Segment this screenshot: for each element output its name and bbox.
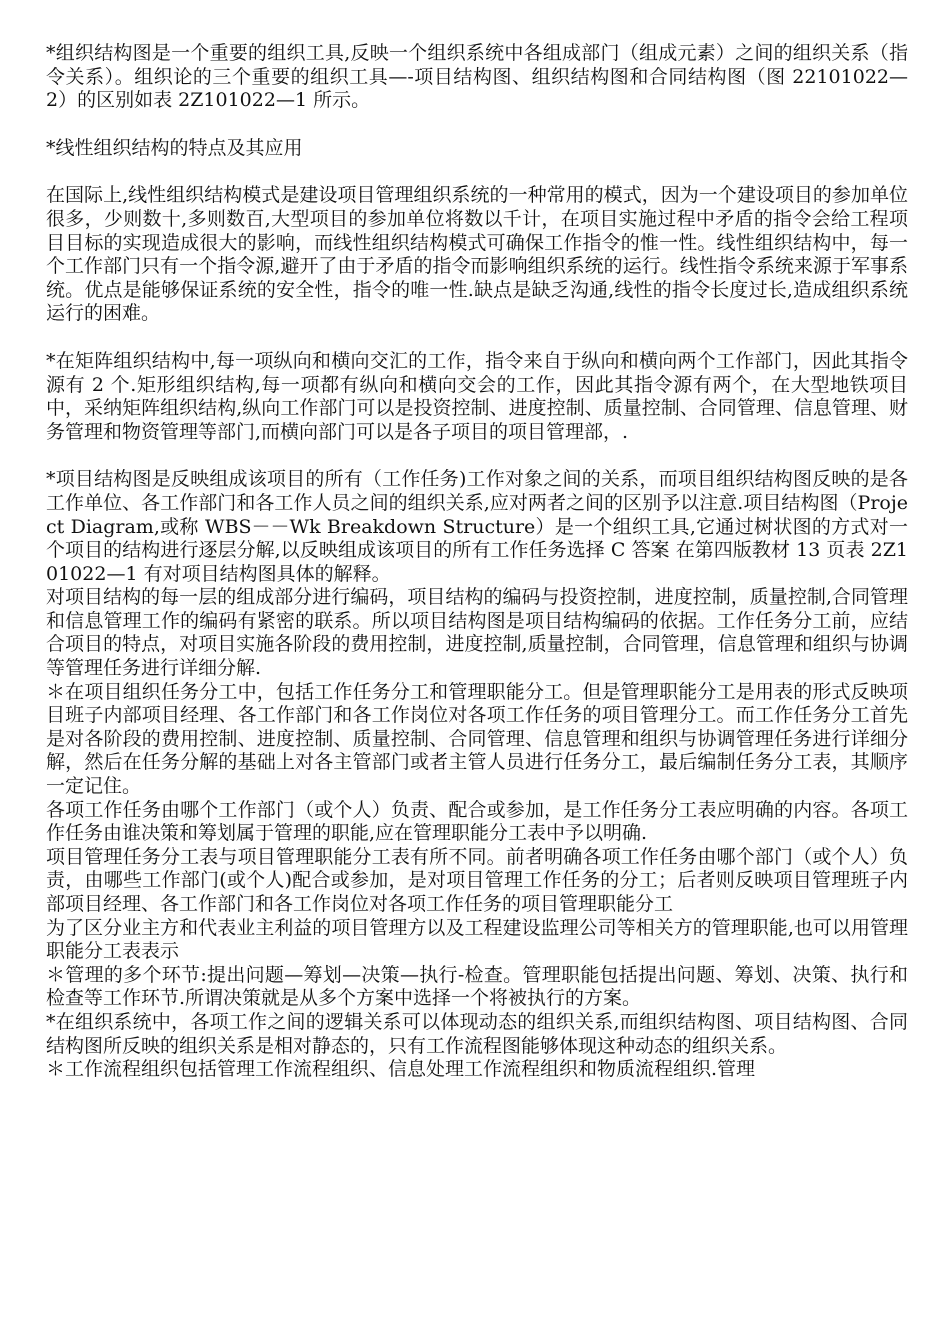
paragraph-management-stages: ＊管理的多个环节:提出问题—筹划—决策—执行-检查。管理职能包括提出问题、筹划、决策、执行和检查等工作环节.所谓决策就是从多个方案中选择一个将被执行的方案。 bbox=[46, 963, 908, 1010]
paragraph-owner-distinction: 为了区分业主方和代表业主利益的项目管理方以及工程建设监理公司等相关方的管理职能,也可以用管理职能分工表表示 bbox=[46, 916, 908, 963]
paragraph-linear-structure: 在国际上,线性组织结构模式是建设项目管理组织系统的一种常用的模式，因为一个建设项目的参加单位很多，少则数十,多则数百,大型项目的参加单位将数以千计，在项目实施过程中矛盾的指令会给工程项目目标的实现造成很大的影响，而线性组织结构模式可确保工作指令的惟一性。线性组织结构中，每一个工作部门只有一个指令源,避开了由于矛盾的指令而影响组织系统的运行。线性指令系统来源于军事系统。优点是能够保证系统的安全性，指令的唯一性.缺点是缺乏沟通,线性的指令长度过长,造成组织系统运行的困难。 bbox=[46, 184, 908, 325]
paragraph-task-division: ＊在项目组织任务分工中，包括工作任务分工和管理职能分工。但是管理职能分工是用表的形式反映项目班子内部项目经理、各工作部门和各工作岗位对各项工作任务的项目管理分工。而工作任务分工首先是对各阶段的费用控制、进度控制、质量控制、合同管理、信息管理和组织与协调管理任务进行详细分解，然后在任务分解的基础上对各主管部门或者主管人员进行任务分工，最后编制任务分工表，其顺序一定记住。 bbox=[46, 680, 908, 798]
document-body bbox=[46, 42, 908, 1082]
paragraph-dynamic-relations: *在组织系统中，各项工作之间的逻辑关系可以体现动态的组织关系,而组织结构图、项目结构图、合同结构图所反映的组织关系是相对静态的，只有工作流程图能够体现这种动态的组织关系。 bbox=[46, 1010, 908, 1057]
paragraph-matrix-structure: *在矩阵组织结构中,每一项纵向和横向交汇的工作，指令来自于纵向和横向两个工作部门，因此其指令源有 2 个.矩形组织结构,每一项都有纵向和横向交会的工作，因此其指令源有两个，在大型地铁项目中，采纳矩阵组织结构,纵向工作部门可以是投资控制、进度控制、质量控制、合同管理、信息管理、财务管理和物资管理等部门,而横向部门可以是各子项目的项目管理部，. bbox=[46, 349, 908, 443]
paragraph-project-structure-chart: *项目结构图是反映组成该项目的所有（工作任务)工作对象之间的关系，而项目组织结构图反映的是各工作单位、各工作部门和各工作人员之间的组织关系,应对两者之间的区别予以注意.项目结构图（Project Diagram,或称 WBS－－Wk Breakdown Structure）是一个组织工具,它通过树状图的方式对一个项目的结构进行逐层分解,以反映组成该项目的所有工作任务选择 C 答案 在第四版教材 13 页表 2Z101022—1 有对项目结构图具体的解释。 bbox=[46, 468, 908, 585]
paragraph-org-chart-intro: *组织结构图是一个重要的组织工具,反映一个组织系统中各组成部门（组成元素）之间的组织关系（指令关系）。组织论的三个重要的组织工具—-项目结构图、组织结构图和合同结构图（图 22101022—2）的区别如表 2Z101022—1 所示。 bbox=[46, 42, 908, 112]
paragraph-linear-heading: *线性组织结构的特点及其应用 bbox=[46, 136, 303, 159]
paragraph-task-vs-function-table: 项目管理任务分工表与项目管理职能分工表有所不同。前者明确各项工作任务由哪个部门（或个人）负责，由哪些工作部门(或个人)配合或参加，是对项目管理工作任务的分工；后者则反映项目管理班子内部项目经理、各工作部门和各工作岗位对各项工作任务的项目管理职能分工 bbox=[46, 845, 908, 915]
paragraph-workflow-organization: ＊工作流程组织包括管理工作流程组织、信息处理工作流程组织和物质流程组织.管理 bbox=[46, 1058, 756, 1081]
paragraph-task-responsibility: 各项工作任务由哪个工作部门（或个人）负责、配合或参加，是工作任务分工表应明确的内容。各项工作任务由谁决策和筹划属于管理的职能,应在管理职能分工表中予以明确. bbox=[46, 798, 908, 845]
paragraph-project-coding: 对项目结构的每一层的组成部分进行编码，项目结构的编码与投资控制，进度控制，质量控制,合同管理和信息管理工作的编码有紧密的联系。所以项目结构图是项目结构编码的依据。工作任务分工前，应结合项目的特点，对项目实施各阶段的费用控制，进度控制,质量控制，合同管理，信息管理和组织与协调等管理任务进行详细分解. bbox=[46, 586, 908, 680]
